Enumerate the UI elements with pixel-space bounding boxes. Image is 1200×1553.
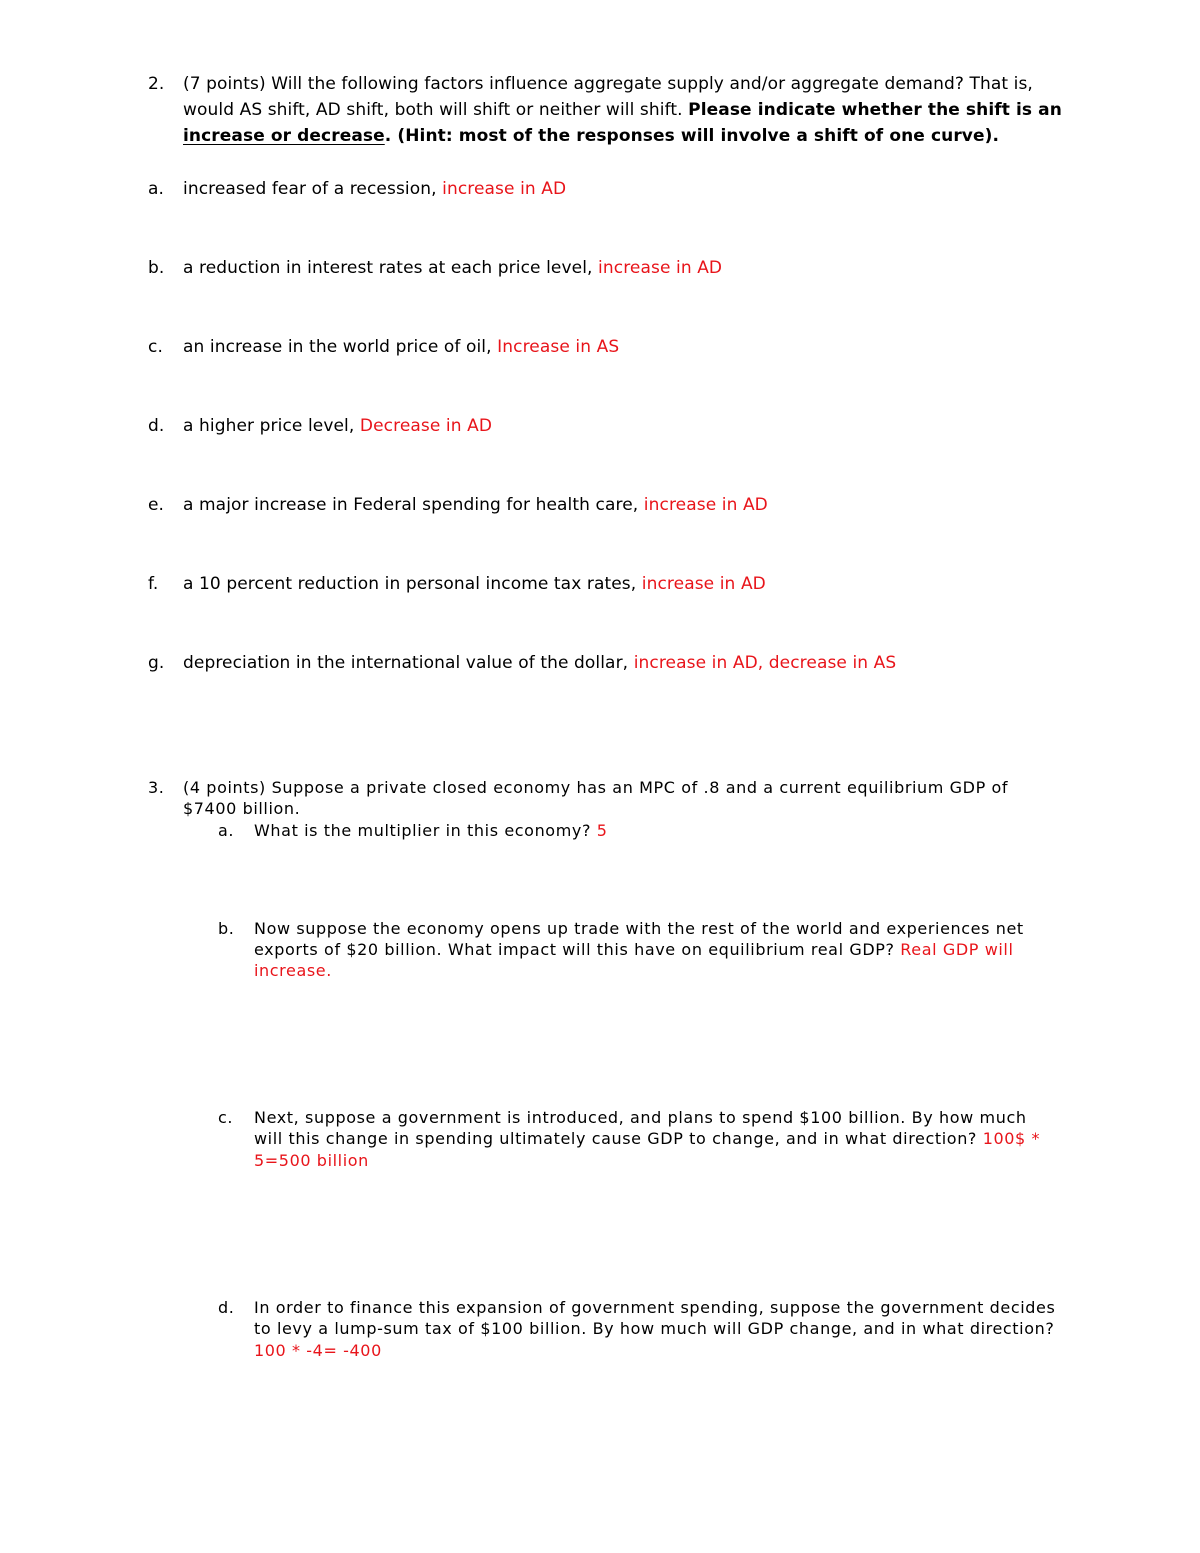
- q3-item-a-answer: 5: [596, 821, 608, 840]
- question-2-points: (7 points): [183, 74, 266, 94]
- question-2-hint: . (Hint: most of the responses will involve a shift of one curve).: [384, 126, 1000, 146]
- q2-item-g-letter: g.: [148, 653, 165, 673]
- question-3-number: 3.: [148, 778, 165, 797]
- question-2-line-2: [183, 100, 1062, 120]
- q3-item-d-answer: 100 * -4= -400: [254, 1341, 382, 1360]
- q2-item-a: [183, 179, 566, 199]
- q3-item-c-answer-part-1: 100$ *: [982, 1129, 1041, 1148]
- q2-item-c: [183, 337, 619, 357]
- question-3-intro-line-1: (4 points) Suppose a private closed economy has an MPC of .8 and a current equilibrium GDP of: [183, 778, 1009, 797]
- question-2-line-1-text: Will the following factors influence aggregate supply and/or aggregate demand? That is,: [271, 74, 1033, 94]
- q2-item-f: [183, 574, 766, 594]
- q2-item-g-answer: increase in AD, decrease in AS: [633, 653, 897, 673]
- q2-item-e-text: a major increase in Federal spending for health care,: [183, 495, 639, 515]
- q2-item-b-text: a reduction in interest rates at each price level,: [183, 258, 593, 278]
- question-2-line-1: [183, 74, 1033, 94]
- q3-item-d-letter: d.: [218, 1298, 235, 1317]
- q3-item-b-text: exports of $20 billion. What impact will this have on equilibrium real GDP?: [254, 940, 895, 959]
- question-3-intro-line-2: $7400 billion.: [183, 799, 301, 818]
- q3-item-a-letter: a.: [218, 821, 235, 840]
- q2-item-f-answer: increase in AD: [641, 574, 766, 594]
- q3-item-c-line-1: Next, suppose a government is introduced, and plans to spend $100 billion. By how much: [254, 1108, 1027, 1127]
- q3-item-b-line-1: Now suppose the economy opens up trade with the rest of the world and experiences net: [254, 919, 1024, 938]
- q2-item-c-letter: c.: [148, 337, 163, 357]
- q2-item-g-text: depreciation in the international value of the dollar,: [183, 653, 629, 673]
- q2-item-c-answer: Increase in AS: [497, 337, 620, 357]
- question-2-line-2-text: would AS shift, AD shift, both will shift or neither will shift.: [183, 100, 683, 120]
- q2-item-b-answer: increase in AD: [598, 258, 723, 278]
- q2-item-d-text: a higher price level,: [183, 416, 355, 436]
- q2-item-b: [183, 258, 722, 278]
- q2-item-e-letter: e.: [148, 495, 165, 515]
- q3-item-b-line-2: [254, 940, 1014, 959]
- question-2-line-3: [183, 126, 999, 146]
- q3-item-d-line-2: to levy a lump-sum tax of $100 billion. By how much will GDP change, and in what direction?: [254, 1319, 1055, 1338]
- q3-item-d-line-1: In order to finance this expansion of government spending, suppose the government decides: [254, 1298, 1056, 1317]
- q2-item-b-letter: b.: [148, 258, 165, 278]
- question-2-number: 2.: [148, 74, 165, 94]
- question-2-underlined-phrase: increase or decrease: [183, 126, 385, 146]
- q2-item-d: [183, 416, 492, 436]
- q3-item-a-text: What is the multiplier in this economy?: [254, 821, 592, 840]
- q2-item-a-letter: a.: [148, 179, 165, 199]
- q2-item-c-text: an increase in the world price of oil,: [183, 337, 492, 357]
- q3-item-c-line-2: [254, 1129, 1040, 1148]
- q2-item-d-answer: Decrease in AD: [359, 416, 493, 436]
- q3-item-b-answer-part-1: Real GDP will: [900, 940, 1014, 959]
- q3-item-c-letter: c.: [218, 1108, 234, 1127]
- q3-item-c-text: will this change in spending ultimately cause GDP to change, and in what direction?: [254, 1129, 978, 1148]
- q2-item-d-letter: d.: [148, 416, 165, 436]
- q3-item-b-letter: b.: [218, 919, 235, 938]
- q2-item-e-answer: increase in AD: [643, 495, 768, 515]
- q2-item-g: [183, 653, 896, 673]
- q2-item-f-letter: f.: [148, 574, 159, 594]
- q2-item-e: [183, 495, 768, 515]
- q3-item-a: [254, 821, 608, 840]
- q3-item-b-answer-part-2: increase.: [254, 961, 332, 980]
- question-2-instruction: Please indicate whether the shift is an: [688, 100, 1062, 120]
- q2-item-f-text: a 10 percent reduction in personal income tax rates,: [183, 574, 637, 594]
- q3-item-c-answer-part-2: 5=500 billion: [254, 1151, 369, 1170]
- q2-item-a-answer: increase in AD: [442, 179, 567, 199]
- q2-item-a-text: increased fear of a recession,: [183, 179, 437, 199]
